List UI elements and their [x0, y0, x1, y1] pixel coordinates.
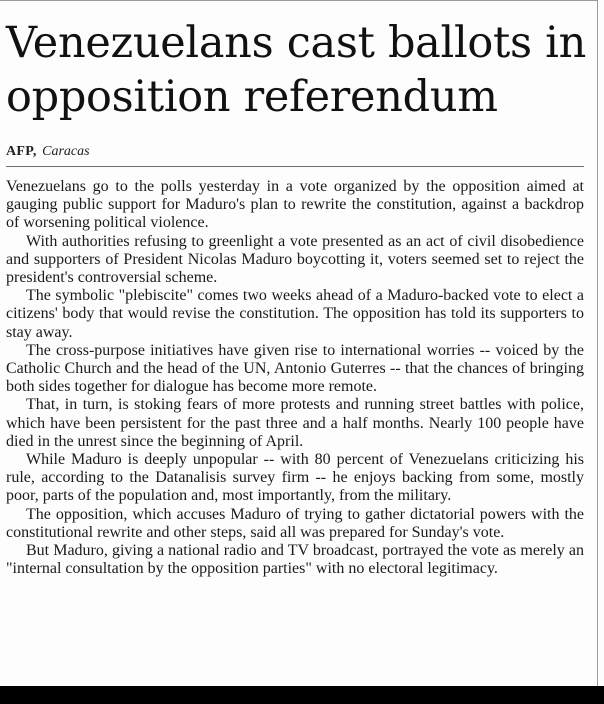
article-paragraph: The cross-purpose initiatives have given rise to international worries -- voiced by the Catholic Church and the head of the UN, Antonio Guterres -- that the chances of bringing both sides together for dialogue has become more remote.	[6, 341, 584, 396]
byline-divider	[6, 166, 584, 167]
article-paragraph: That, in turn, is stoking fears of more protests and running street battles with police, which have been persistent for the past three and a half months. Nearly 100 people have died in the unrest since the beginning of April.	[6, 396, 584, 450]
article-body	[6, 178, 584, 578]
right-border-rule	[597, 0, 598, 686]
article-headline: Venezuelans cast ballots in opposition referendum	[6, 18, 586, 122]
article-paragraph: With authorities refusing to greenlight a vote presented as an act of civil disobedience and supporters of President Nicolas Maduro boycotting it, voters seemed set to reject the president's controversial scheme.	[6, 232, 584, 287]
bottom-black-bar	[0, 686, 604, 704]
article-paragraph: The opposition, which accuses Maduro of trying to gather dictatorial powers with the constitutional rewrite and other steps, said all was prepared for Sunday's vote.	[6, 505, 584, 541]
article-paragraph: While Maduro is deeply unpopular -- with 80 percent of Venezuelans criticizing his rule, according to the Datanalisis survey firm -- he enjoys backing from some, mostly poor, parts of the population and, most importantly, from the military.	[6, 451, 584, 505]
byline-agency: AFP,	[6, 144, 37, 159]
article-paragraph: The symbolic "plebiscite" comes two weeks ahead of a Maduro-backed vote to elect a citizens' body that would revise the constitution. The opposition has told its supporters to stay away.	[6, 287, 584, 341]
byline-location: Caracas	[42, 144, 90, 159]
byline	[6, 143, 90, 161]
top-border-rule	[0, 0, 597, 1]
article-paragraph: But Maduro, giving a national radio and TV broadcast, portrayed the vote as merely an "internal consultation by the opposition parties" with no electoral legitimacy.	[6, 542, 584, 578]
article-paragraph: Venezuelans go to the polls yesterday in a vote organized by the opposition aimed at gauging public support for Maduro's plan to rewrite the constitution, against a backdrop of worsening political violence.	[6, 178, 584, 232]
